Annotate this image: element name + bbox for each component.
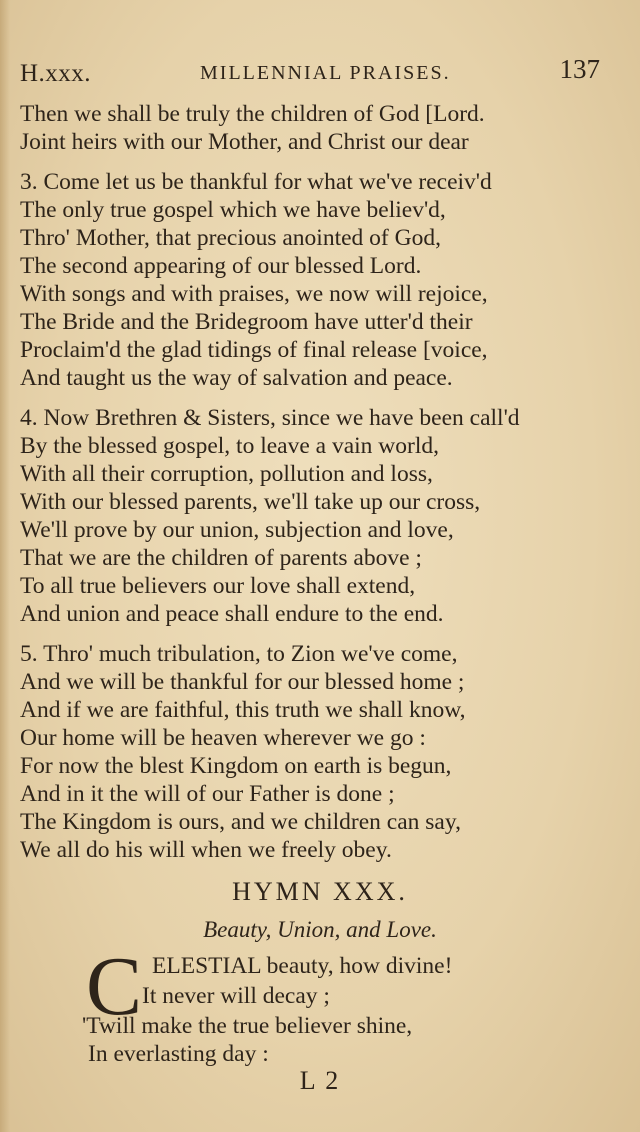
verse-line: 4. Now Brethren & Sisters, since we have been call'd bbox=[20, 405, 520, 431]
hymn-title: HYMN XXX. bbox=[232, 877, 408, 906]
verse-line: We all do his will when we freely obey. bbox=[20, 837, 392, 863]
verse-line: With all their corruption, pollution and loss, bbox=[20, 461, 433, 487]
running-title: MILLENNIAL PRAISES. bbox=[200, 62, 451, 84]
verse-line: Then we shall be truly the children of God [Lord. bbox=[20, 101, 485, 127]
verse-line: And taught us the way of salvation and peace. bbox=[20, 365, 453, 391]
hymn-line: 'Twill make the true believer shine, bbox=[82, 1013, 413, 1039]
drop-cap: C bbox=[86, 940, 143, 1033]
verse-line: The Bride and the Bridegroom have utter'd their bbox=[20, 309, 473, 335]
signature-mark: L 2 bbox=[299, 1066, 341, 1095]
verse-line: With our blessed parents, we'll take up our cross, bbox=[20, 489, 481, 515]
verse-line: The Kingdom is ours, and we children can say, bbox=[20, 809, 461, 835]
verse-line: 3. Come let us be thankful for what we've receiv'd bbox=[20, 169, 492, 195]
hymn-line: It never will decay ; bbox=[142, 983, 330, 1009]
verse-line: We'll prove by our union, subjection and love, bbox=[20, 517, 454, 543]
verse-line: Thro' Mother, that precious anointed of God, bbox=[20, 225, 441, 251]
verse-line: And if we are faithful, this truth we shall know, bbox=[20, 697, 466, 723]
verse-line: The only true gospel which we have believ'd, bbox=[20, 197, 446, 223]
page-number: 137 bbox=[559, 54, 600, 84]
verse-line: Joint heirs with our Mother, and Christ our dear bbox=[20, 129, 469, 155]
verse-line: And in it the will of our Father is done ; bbox=[20, 781, 395, 807]
verse-line: The second appearing of our blessed Lord. bbox=[20, 253, 422, 279]
running-header bbox=[20, 54, 600, 88]
verse-line: For now the blest Kingdom on earth is begun, bbox=[20, 753, 452, 779]
hymn-number-header: H.xxx. bbox=[20, 60, 92, 87]
verse-line: Proclaim'd the glad tidings of final release [voice, bbox=[20, 337, 488, 363]
page-gutter-shadow bbox=[0, 0, 10, 1132]
verse-line: With songs and with praises, we now will rejoice, bbox=[20, 281, 488, 307]
verse-line: 5. Thro' much tribulation, to Zion we've come, bbox=[20, 641, 458, 667]
hymn-subtitle: Beauty, Union, and Love. bbox=[203, 917, 437, 942]
verse-line: And union and peace shall endure to the end. bbox=[20, 601, 444, 627]
hymn-line: ELESTIAL beauty, how divine! bbox=[152, 953, 453, 979]
verse-line: And we will be thankful for our blessed home ; bbox=[20, 669, 465, 695]
hymn-line: In everlasting day : bbox=[88, 1041, 269, 1067]
verse-line: That we are the children of parents above ; bbox=[20, 545, 422, 571]
verse-line: To all true believers our love shall extend, bbox=[20, 573, 416, 599]
verse-line: Our home will be heaven wherever we go : bbox=[20, 725, 426, 751]
verse-line: By the blessed gospel, to leave a vain world, bbox=[20, 433, 439, 459]
